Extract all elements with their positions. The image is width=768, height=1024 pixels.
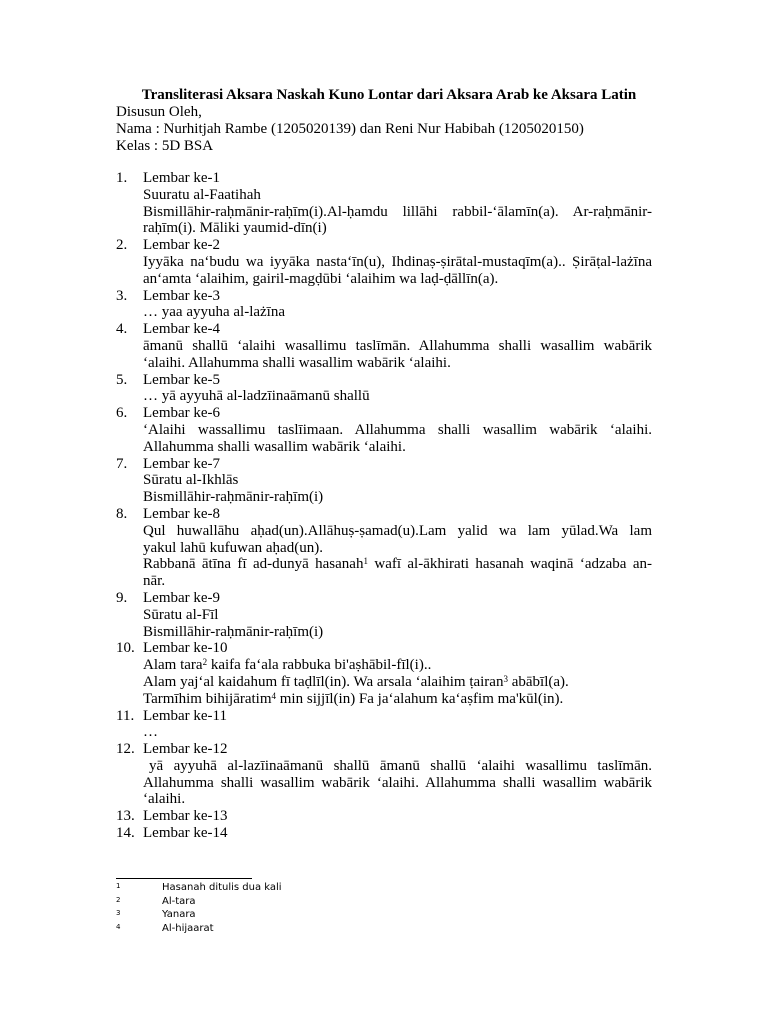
item-heading: Lembar ke-8 xyxy=(143,505,221,522)
item-line: Sūratu al-Ikhlās xyxy=(143,472,239,489)
item-heading: Lembar ke-10 xyxy=(143,640,228,657)
item-line: Allahumma shalli wasallim wabārik ‘alaihi. Allahumma shalli wasallim wabārik xyxy=(143,774,652,791)
item-line: yā ayyuhā al-lazīinaāmanū shallū āmanū shallū ‘alaihi wasallimu taslīmān. xyxy=(149,757,652,774)
item-line: ‘alaihi. xyxy=(143,791,186,808)
footnote: 1 Hasanah ditulis dua kali xyxy=(116,882,282,893)
author-intro: Disusun Oleh, xyxy=(116,104,202,120)
list-item: 10. Lembar ke-10 Alam tara$^2$ kaifa fa‘ala rabbuka bi'aṣhābil-fīl(i).. Alam yaj‘al kaidahum fī taḍlīl(in). Wa arsala ‘alaihim ṭairan$^3$ abābīl(a). Tarmīhim bihijāratim$^4$ min sijjīl(in) Fa ja‘alahum ka‘aṣfim ma'kūl(in). xyxy=(116,640,652,707)
item-heading: Lembar ke-11 xyxy=(143,707,227,724)
item-line: ‘Alaihi wassallimu taslīimaan. Allahumma shalli wasallim wabārik ‘alaihi. xyxy=(143,421,652,438)
list-item: 3. Lembar ke-3 … yaa ayyuha al-lażīna xyxy=(116,288,652,322)
item-heading: Lembar ke-9 xyxy=(143,589,221,606)
item-heading: Lembar ke-4 xyxy=(143,321,221,338)
list-item: 4. Lembar ke-4 āmanū shallū ‘alaihi wasallimu taslīmān. Allahumma shalli wasallim wabārik ‘alaihi. Allahumma shalli wasallim wabārik ‘alaihi. xyxy=(116,321,652,371)
list-item: 11. Lembar ke-11 … xyxy=(116,708,652,742)
item-line: Qul huwallāhu aḥad(un).Allāhuṣ-ṣamad(u).Lam yalid wa lam yūlad.Wa lam xyxy=(143,522,652,539)
footnote: 2 Al-tara xyxy=(116,895,196,907)
item-heading: Lembar ke-5 xyxy=(143,371,221,388)
list-item: 9. Lembar ke-9 Sūratu al-Fīl Bismillāhir-raḥmānir-raḥīm(i) xyxy=(116,590,652,640)
list-item: 12. Lembar ke-12 yā ayyuhā al-lazīinaāmanū shallū āmanū shallū ‘alaihi wasallimu taslīmān. Allahumma shalli wasallim wabārik ‘alaihi. Allahumma shalli wasallim wabārik ‘alaihi. xyxy=(116,741,652,808)
item-heading: Lembar ke-13 xyxy=(143,808,228,825)
list-item: 14. Lembar ke-14 xyxy=(116,825,652,842)
footnotes xyxy=(116,881,282,935)
document-title: Transliterasi Aksara Naskah Kuno Lontar dari Aksara Arab ke Aksara Latin xyxy=(141,87,637,103)
footnote-ref: 4 xyxy=(271,690,277,701)
footnote-ref: 3 xyxy=(503,673,508,684)
item-line: ‘alaihi. Allahumma shalli wasallim wabārik ‘alaihi. xyxy=(143,354,451,371)
item-line: Allahumma shalli wasallim wabārik ‘alaihi. xyxy=(143,438,406,455)
item-heading: Lembar ke-2 xyxy=(143,237,221,254)
item-line: Sūratu al-Fīl xyxy=(143,606,219,623)
footnote: 3 Yanara xyxy=(116,909,196,921)
transliteration-list xyxy=(116,170,652,842)
list-item: 13. Lembar ke-13 xyxy=(116,808,652,825)
item-heading: Lembar ke-12 xyxy=(143,741,228,758)
item-line: Alam tara$^2$ kaifa fa‘ala rabbuka bi'aṣhābil-fīl(i).. xyxy=(143,657,432,674)
item-line: Rabbanā ātīna fī ad-dunyā hasanah$^1$ wafī al-ākhirati hasanah waqinā ‘adzaba an- xyxy=(143,556,652,573)
item-line: Bismillāhir-raḥmānir-raḥīm(i) xyxy=(143,489,324,506)
footnote-ref: 2 xyxy=(202,657,208,668)
item-line: Bismillāhir-raḥmānir-raḥīm(i).Al-ḥamdu lillāhi rabbil-‘ālamīn(a). Ar-raḥmānir- xyxy=(143,203,652,220)
item-line: … xyxy=(143,724,158,741)
list-item: 7. Lembar ke-7 Sūratu al-Ikhlās Bismillāhir-raḥmānir-raḥīm(i) xyxy=(116,456,652,506)
item-line: Tarmīhim bihijāratim$^4$ min sijjīl(in) Fa ja‘alahum ka‘aṣfim ma'kūl(in). xyxy=(143,690,564,707)
author-names: Nama : Nurhitjah Rambe (1205020139) dan Reni Nur Habibah (1205020150) xyxy=(116,121,584,137)
item-line: Alam yaj‘al kaidahum fī taḍlīl(in). Wa arsala ‘alaihim ṭairan$^3$ abābīl(a). xyxy=(143,673,569,690)
footnote: 4 Al-hijaarat xyxy=(116,922,214,934)
item-heading: Lembar ke-6 xyxy=(143,405,221,422)
item-heading: Lembar ke-3 xyxy=(143,287,221,304)
item-line: … yā ayyuhā al-ladzīinaāmanū shallū xyxy=(143,388,370,405)
footnote-separator xyxy=(116,878,252,879)
item-line: … yaa ayyuha al-lażīna xyxy=(143,304,286,321)
item-line: raḥīm(i). Māliki yaumid-dīn(i) xyxy=(143,220,327,237)
item-heading: Lembar ke-7 xyxy=(143,455,221,472)
item-line: nār. xyxy=(143,573,166,590)
item-heading: Lembar ke-14 xyxy=(143,825,228,842)
list-item: 8. Lembar ke-8 Qul huwallāhu aḥad(un).Allāhuṣ-ṣamad(u).Lam yalid wa lam yūlad.Wa lam yakul lahū kufuwan aḥad(un). Rabbanā ātīna fī ad-dunyā hasanah$^1$ wafī al-ākhirati hasanah waqinā ‘adzaba an- nār. xyxy=(116,505,652,590)
list-item: 1. Lembar ke-1 Suuratu al-Faatihah Bismillāhir-raḥmānir-raḥīm(i).Al-ḥamdu lillāhi rabbil-‘ālamīn(a). Ar-raḥmānir- raḥīm(i). Māliki yaumid-dīn(i) xyxy=(116,170,652,237)
list-item: 5. Lembar ke-5 … yā ayyuhā al-ladzīinaāmanū shallū xyxy=(116,372,652,406)
item-line: āmanū shallū ‘alaihi wasallimu taslīmān. Allahumma shalli wasallim wabārik xyxy=(143,337,652,354)
class-info: Kelas : 5D BSA xyxy=(116,138,214,154)
list-item: 2. Lembar ke-2 Iyyāka na‘budu wa iyyāka nasta‘īn(u), Ihdinaṣ-ṣirātal-mustaqīm(a).. Ṣirāṭal-lażīna an‘amta ‘alaihim, gairil-magḍūbi ‘alaihim wa laḍ-ḍāllīn(a). xyxy=(116,237,652,287)
item-line: Suuratu al-Faatihah xyxy=(143,186,261,203)
item-line: yakul lahū kufuwan aḥad(un). xyxy=(143,539,323,556)
list-item: 6. Lembar ke-6 ‘Alaihi wassallimu taslīimaan. Allahumma shalli wasallim wabārik ‘alaihi. Allahumma shalli wasallim wabārik ‘alaihi. xyxy=(116,405,652,455)
item-line: Iyyāka na‘budu wa iyyāka nasta‘īn(u), Ihdinaṣ-ṣirātal-mustaqīm(a).. Ṣirāṭal-lażīna xyxy=(143,253,652,270)
item-heading: Lembar ke-1 xyxy=(143,170,221,186)
footnote-ref: 1 xyxy=(363,556,368,567)
item-line: an‘amta ‘alaihim, gairil-magḍūbi ‘alaihim wa laḍ-ḍāllīn(a). xyxy=(143,270,499,287)
item-line: Bismillāhir-raḥmānir-raḥīm(i) xyxy=(143,623,324,640)
